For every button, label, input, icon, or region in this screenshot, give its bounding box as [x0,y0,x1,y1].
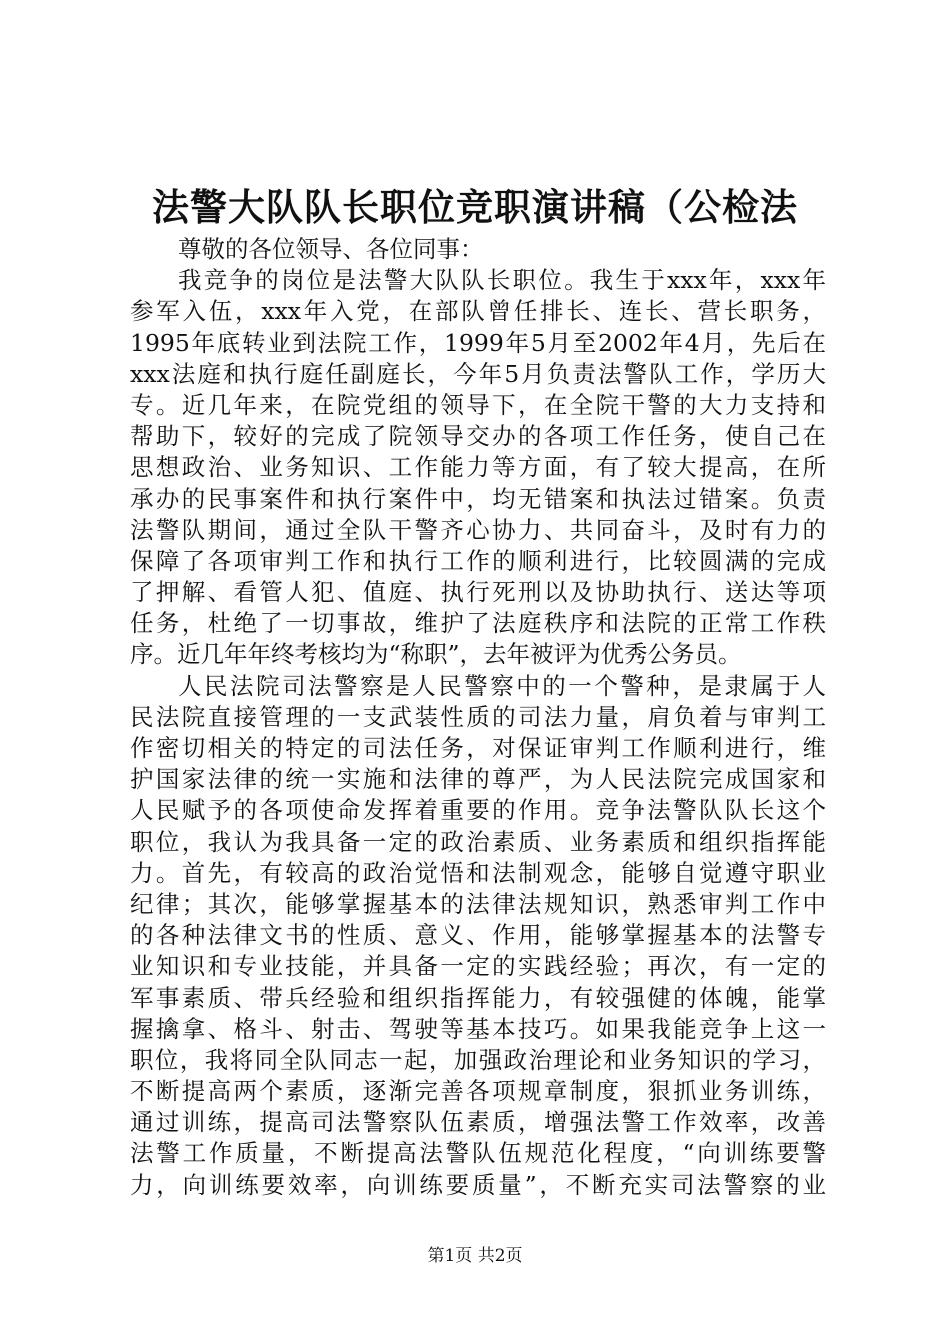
document-body [130,234,826,1201]
body-line: 1995年底转业到法院工作，1999年5月至2002年4月，先后在 [130,328,826,357]
body-line: 尊敬的各位领导、各位同事： [178,235,484,263]
body-line: 作密切相关的特定的司法任务，对保证审判工作顺利进行，维 [130,734,826,762]
body-line: xxx法庭和执行庭任副庭长，今年5月负责法警队工作，学历大 [130,359,826,388]
body-line: 人民赋予的各项使命发挥着重要的作用。竞争法警队队长这个 [130,796,826,825]
body-line: 护国家法律的统一实施和法律的尊严，为人民法院完成国家和 [130,765,826,794]
body-line: 保障了各项审判工作和执行工作的顺利进行，比较圆满的完成 [130,546,826,575]
body-line: 力，向训练要效率，向训练要质量”，不断充实司法警察的业 [130,1170,826,1199]
document-title: 法警大队队长职位竞职演讲稿（公检法 [152,185,798,229]
body-line: 承办的民事案件和执行案件中，均无错案和执法过错案。负责 [130,484,826,513]
body-line: 民法院直接管理的一支武装性质的司法力量，肩负着与审判工 [130,702,826,731]
body-line: 职位，我认为我具备一定的政治素质、业务素质和组织指挥能 [130,827,826,856]
body-line: 职位，我将同全队同志一起，加强政治理论和业务知识的学习， [130,1045,826,1074]
body-line: 纪律；其次，能够掌握基本的法律法规知识，熟悉审判工作中 [130,889,826,918]
body-line: 人民法院司法警察是人民警察中的一个警种，是隶属于人 [178,671,826,700]
body-line: 的各种法律文书的性质、意义、作用，能够掌握基本的法警专 [130,921,826,950]
body-line: 序。近几年年终考核均为“称职”，去年被评为优秀公务员。 [130,640,742,669]
body-line: 思想政治、业务知识、工作能力等方面，有了较大提高，在所 [130,453,826,482]
body-line: 任务，杜绝了一切事故，维护了法庭秩序和法院的正常工作秩 [130,609,826,638]
body-line: 法警工作质量，不断提高法警队伍规范化程度，“向训练要警 [130,1139,826,1168]
body-line: 军事素质、带兵经验和组织指挥能力，有较强健的体魄，能掌 [130,983,826,1012]
body-line: 了押解、看管人犯、值庭、执行死刑以及协助执行、送达等项 [130,578,826,607]
body-line: 法警队期间，通过全队干警齐心协力、共同奋斗，及时有力的 [130,515,826,544]
body-line: 握擒拿、格斗、射击、驾驶等基本技巧。如果我能竞争上这一 [130,1014,826,1043]
body-line: 参军入伍，xxx年入党，在部队曾任排长、连长、营长职务， [130,297,826,326]
body-line: 我竞争的岗位是法警大队队长职位。我生于xxx年，xxx年 [178,266,826,295]
body-line: 业知识和专业技能，并具备一定的实践经验；再次，有一定的 [130,952,826,981]
body-line: 力。首先，有较高的政治觉悟和法制观念，能够自觉遵守职业 [130,858,826,887]
page-indicator: 第1页 共2页 [427,1246,523,1266]
body-line: 帮助下，较好的完成了院领导交办的各项工作任务，使自己在 [130,422,826,451]
body-line: 专。近几年来，在院党组的领导下，在全院干警的大力支持和 [130,390,826,419]
body-line: 不断提高两个素质，逐渐完善各项规章制度，狠抓业务训练， [130,1077,826,1106]
body-line: 通过训练，提高司法警察队伍素质，增强法警工作效率，改善 [130,1108,826,1137]
